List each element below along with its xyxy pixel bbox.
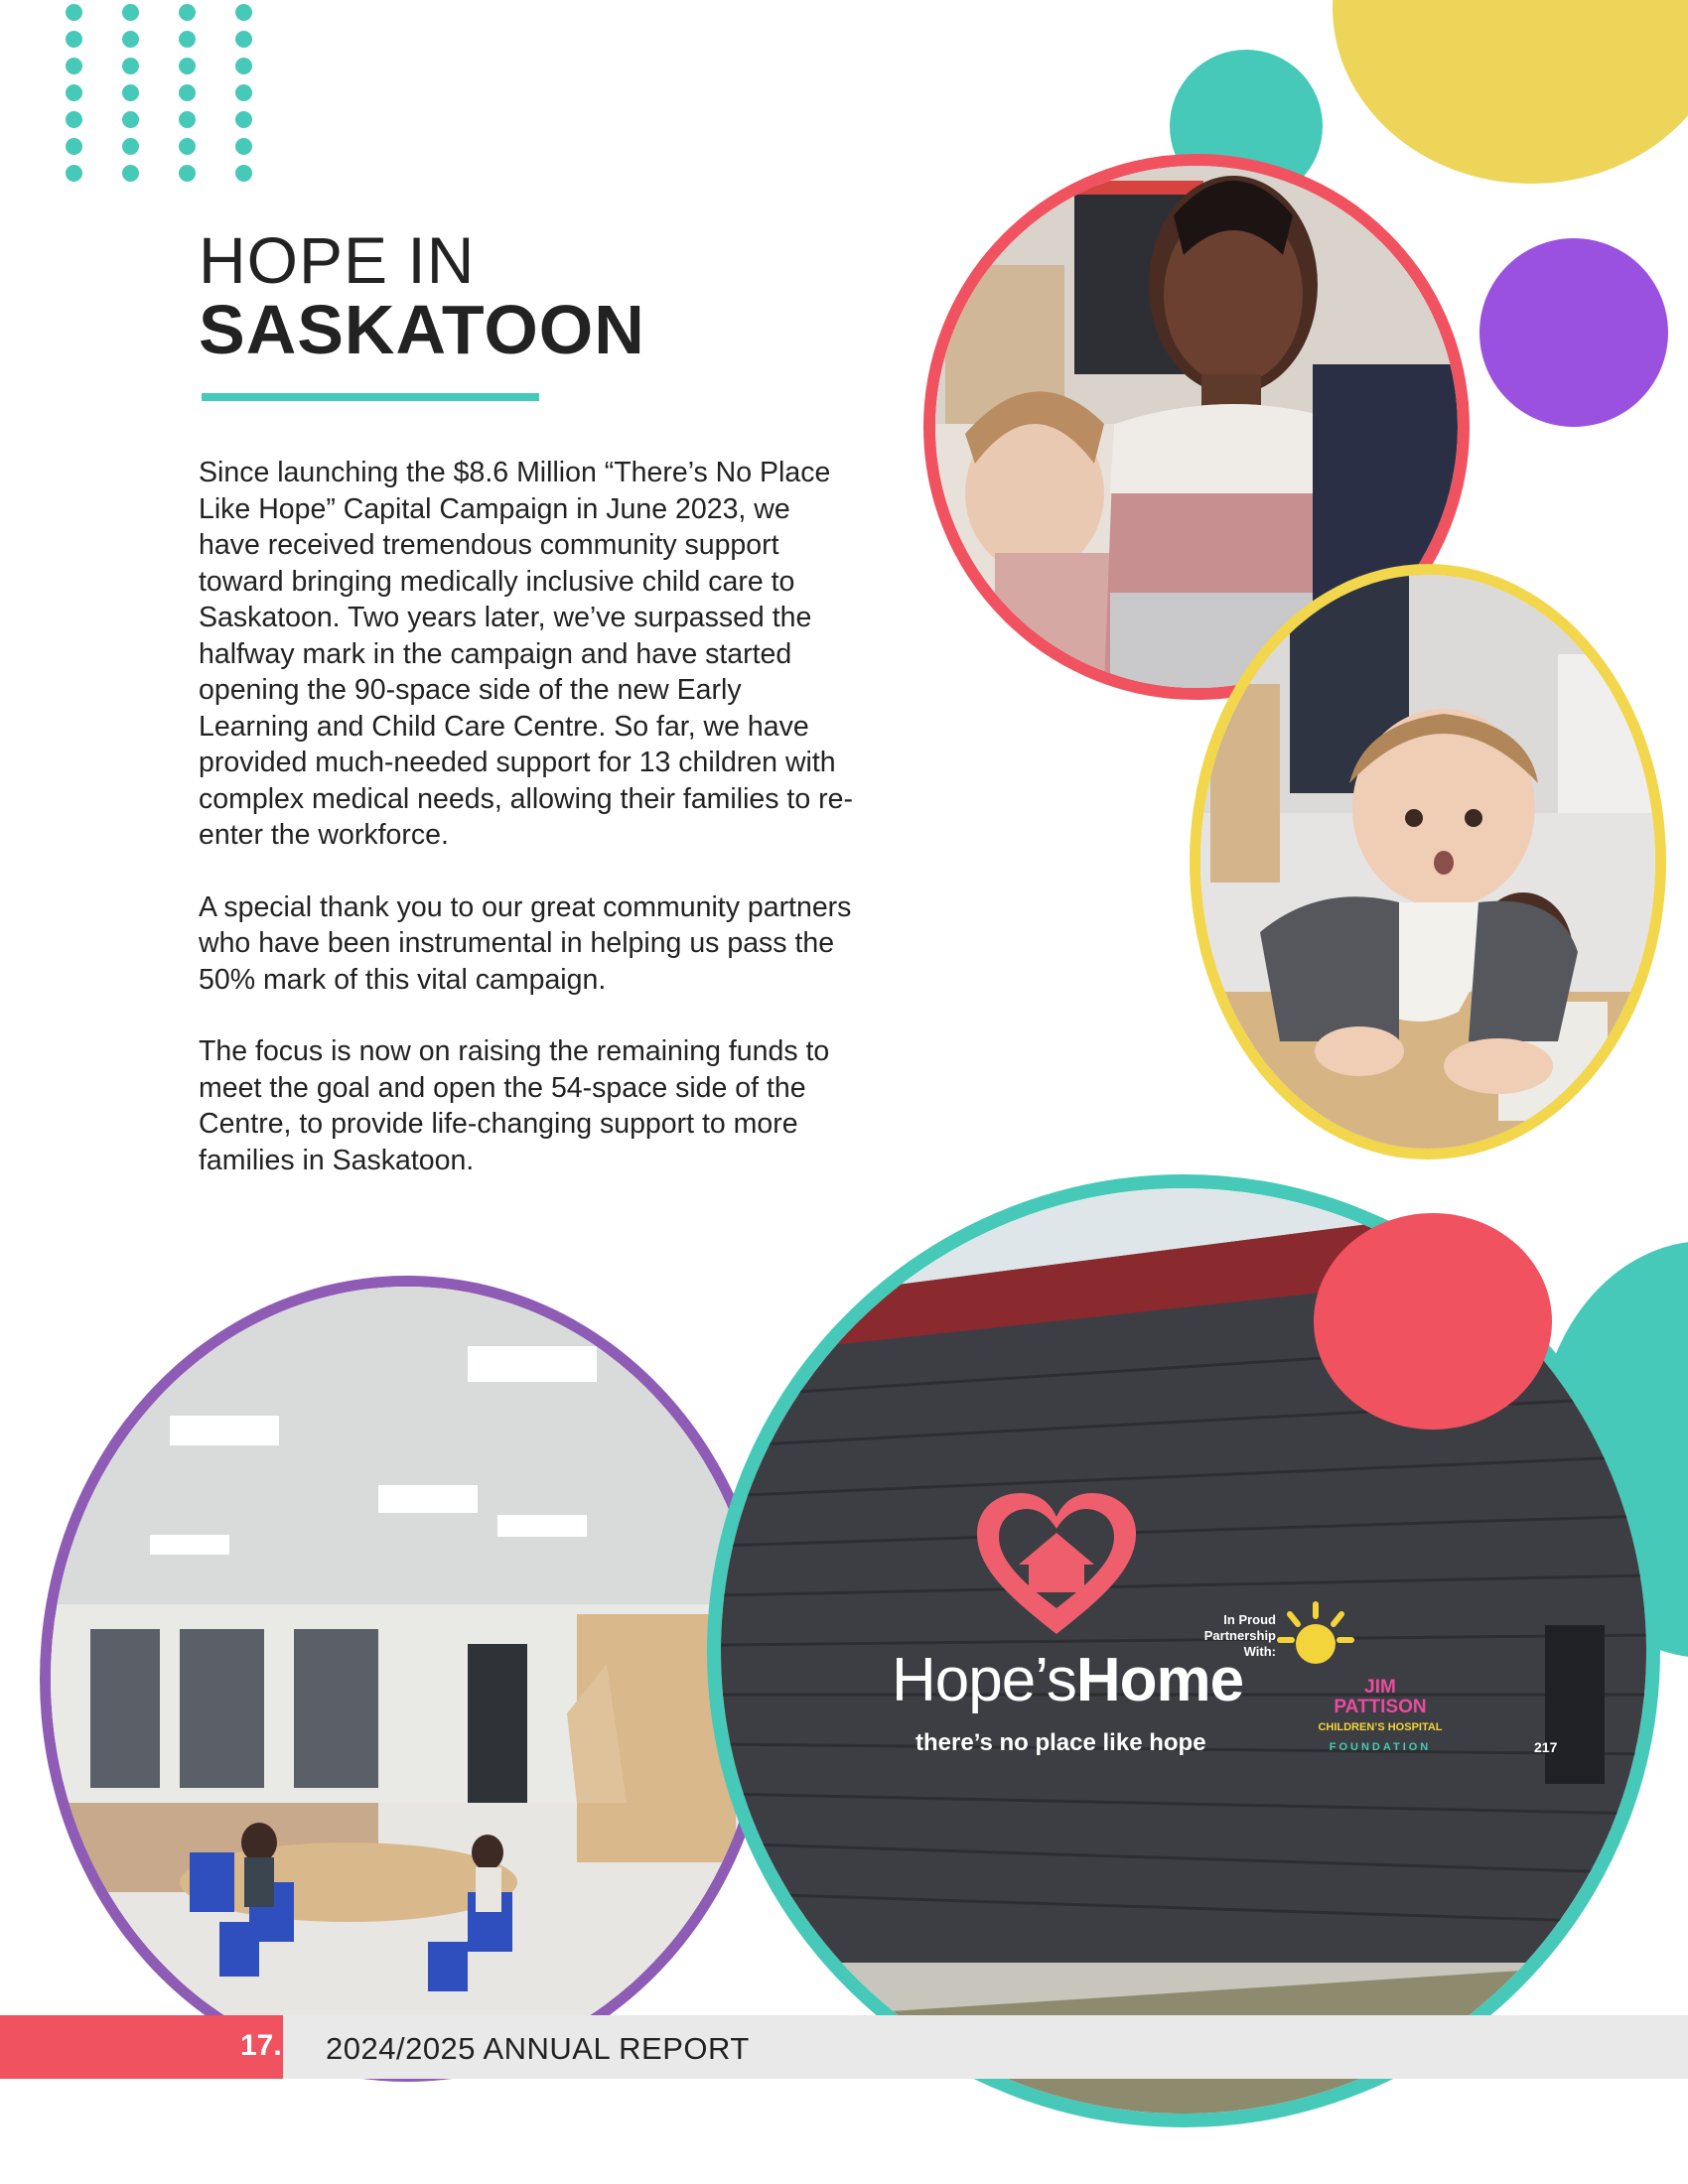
pattern-dot	[122, 111, 139, 128]
body-text	[199, 455, 854, 1214]
pattern-dot	[122, 58, 139, 74]
pattern-dot	[179, 84, 196, 101]
pattern-dot	[66, 58, 82, 74]
photo-classroom	[40, 1276, 774, 2082]
pattern-dot	[235, 138, 252, 155]
door-number: 217	[1534, 1739, 1558, 1755]
pattern-dot	[122, 31, 139, 48]
pattern-dot	[235, 58, 252, 74]
pattern-dot	[235, 84, 252, 101]
partnership-line-1: In Proud	[1223, 1612, 1276, 1627]
dot-pattern	[66, 4, 264, 193]
partner-line-1: JIM PATTISON	[1334, 1677, 1427, 1717]
partnership-line-2: Partnership	[1203, 1628, 1276, 1643]
pattern-dot	[66, 165, 82, 182]
title-line-1: HOPE IN	[199, 223, 476, 297]
pattern-dot	[66, 138, 82, 155]
pattern-dot	[66, 84, 82, 101]
pattern-dot	[179, 138, 196, 155]
partnership-line-3: With:	[1243, 1644, 1276, 1659]
partner-line-2: CHILDREN’S HOSPITAL	[1318, 1721, 1443, 1733]
page-number: 17.	[240, 2029, 282, 2062]
partnership-label	[1187, 1612, 1276, 1660]
pattern-dot	[179, 4, 196, 21]
pattern-dot	[179, 58, 196, 74]
yellow-circle-decoration	[1333, 0, 1688, 184]
pattern-dot	[235, 4, 252, 21]
paragraph-1: Since launching the $8.6 Million “There’s No Place Like Hope” Capital Campaign in June 2023, we have received tremendous community support toward bringing medically inclusive child care to Saskatoon. Two years later, we’ve surpassed the halfway mark in the campaign and have started opening the 90-space side of the new Early Learning and Child Care Centre. So far, we have provided much-needed support for 13 children with complex medical needs, allowing their families to re-enter the workforce.	[199, 457, 853, 851]
report-title: 2024/2025 ANNUAL REPORT	[326, 2031, 750, 2066]
title-line-2: SASKATOON	[199, 291, 645, 368]
pattern-dot	[122, 165, 139, 182]
purple-circle-decoration	[1479, 238, 1668, 427]
photo-baby-crawling	[1190, 564, 1666, 1160]
pattern-dot	[179, 111, 196, 128]
heart-house-logo	[971, 1489, 1142, 1638]
tagline-text: there’s no place like hope	[915, 1729, 1206, 1756]
coral-circle-decoration	[1314, 1213, 1552, 1430]
pattern-dot	[66, 31, 82, 48]
pattern-dot	[235, 111, 252, 128]
pattern-dot	[122, 4, 139, 21]
pattern-dot	[66, 111, 82, 128]
paragraph-2: A special thank you to our great community partners who have been instrumental in helping us pass the 50% mark of this vital campaign.	[199, 890, 852, 996]
pattern-dot	[235, 31, 252, 48]
brand-bold-text: Home	[1075, 1646, 1244, 1714]
pattern-dot	[66, 4, 82, 21]
pattern-dot	[122, 84, 139, 101]
partner-line-3: FOUNDATION	[1329, 1741, 1432, 1753]
pattern-dot	[122, 138, 139, 155]
pattern-dot	[179, 165, 196, 182]
brand-light-text: Hope’s	[892, 1646, 1076, 1714]
paragraph-3: The focus is now on raising the remaining funds to meet the goal and open the 54-space side of the Centre, to provide life-changing support to more families in Saskatoon.	[199, 1035, 830, 1176]
sun-logo	[1276, 1600, 1355, 1680]
pattern-dot	[235, 165, 252, 182]
pattern-dot	[179, 31, 196, 48]
title-underline	[202, 393, 539, 401]
partner-logo-text	[1316, 1678, 1445, 1757]
page-title	[199, 223, 645, 368]
